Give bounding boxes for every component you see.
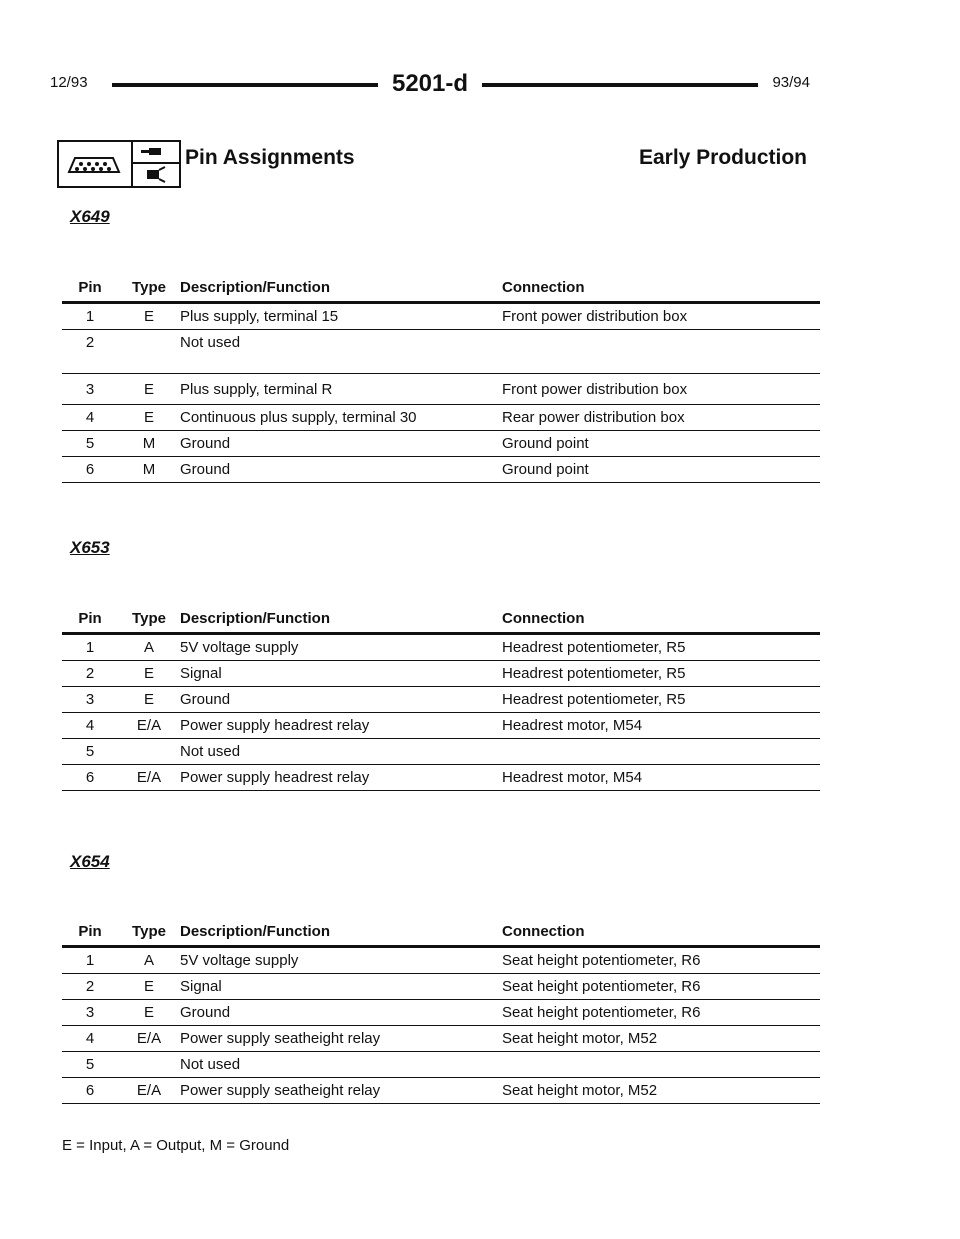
cell-description: Ground — [180, 1000, 502, 1026]
table-row — [62, 947, 820, 974]
cell-pin: 5 — [62, 431, 118, 457]
cell-type: E — [118, 974, 180, 1000]
table-row — [62, 330, 820, 374]
cell-connection: Headrest potentiometer, R5 — [502, 634, 820, 661]
table-row — [62, 1052, 820, 1078]
cell-description: 5V voltage supply — [180, 947, 502, 974]
cell-connection: Seat height potentiometer, R6 — [502, 974, 820, 1000]
cell-pin: 6 — [62, 1078, 118, 1104]
cell-type: E — [118, 687, 180, 713]
cell-pin: 6 — [62, 457, 118, 483]
cell-type: E/A — [118, 1078, 180, 1104]
table-row — [62, 661, 820, 687]
table-row — [62, 1000, 820, 1026]
table-header-row — [62, 607, 820, 634]
cell-description: Not used — [180, 1052, 502, 1078]
cell-connection: Ground point — [502, 431, 820, 457]
page-title: Pin Assignments — [185, 146, 355, 169]
cell-description: Not used — [180, 739, 502, 765]
cell-type: E — [118, 1000, 180, 1026]
col-pin: Pin — [62, 607, 118, 634]
cell-description: Ground — [180, 431, 502, 457]
cell-connection: Headrest motor, M54 — [502, 765, 820, 791]
pin-table-x653 — [62, 607, 820, 791]
col-connection: Connection — [502, 920, 820, 947]
table-header-row — [62, 276, 820, 303]
doc-code-label: 5201-d — [378, 70, 482, 97]
cell-connection — [502, 1052, 820, 1078]
cell-pin: 3 — [62, 1000, 118, 1026]
header-right-date: 93/94 — [772, 74, 810, 91]
cell-type — [118, 739, 180, 765]
col-pin: Pin — [62, 276, 118, 303]
cell-connection: Seat height potentiometer, R6 — [502, 1000, 820, 1026]
cell-description: Continuous plus supply, terminal 30 — [180, 405, 502, 431]
table-row — [62, 687, 820, 713]
connector-symbol — [57, 140, 181, 188]
col-type: Type — [118, 920, 180, 947]
cell-description: Not used — [180, 330, 502, 374]
cell-description: Signal — [180, 974, 502, 1000]
page-header — [50, 70, 810, 98]
cell-type: E — [118, 303, 180, 330]
cell-type: A — [118, 947, 180, 974]
header-left-date: 12/93 — [50, 74, 88, 91]
table-row — [62, 431, 820, 457]
cell-description: Power supply seatheight relay — [180, 1026, 502, 1052]
cell-description: Power supply seatheight relay — [180, 1078, 502, 1104]
cell-pin: 2 — [62, 974, 118, 1000]
page-subtitle: Early Production — [638, 146, 807, 169]
col-type: Type — [118, 276, 180, 303]
cell-pin: 3 — [62, 687, 118, 713]
cell-type — [118, 1052, 180, 1078]
cell-connection — [502, 330, 820, 374]
cell-description: 5V voltage supply — [180, 634, 502, 661]
table-row — [62, 374, 820, 405]
table-header-row — [62, 920, 820, 947]
cell-connection: Front power distribution box — [502, 303, 820, 330]
cell-connection — [502, 739, 820, 765]
cell-pin: 4 — [62, 713, 118, 739]
cell-description: Ground — [180, 687, 502, 713]
cell-type: E/A — [118, 1026, 180, 1052]
col-pin: Pin — [62, 920, 118, 947]
cell-type: E/A — [118, 765, 180, 791]
cell-type: E — [118, 405, 180, 431]
col-connection: Connection — [502, 607, 820, 634]
cell-type: E — [118, 661, 180, 687]
header-doc-code — [50, 70, 810, 98]
col-type: Type — [118, 607, 180, 634]
col-connection: Connection — [502, 276, 820, 303]
cell-pin: 2 — [62, 330, 118, 374]
cell-connection: Seat height motor, M52 — [502, 1078, 820, 1104]
cell-connection: Headrest motor, M54 — [502, 713, 820, 739]
cell-pin: 5 — [62, 739, 118, 765]
cell-connection: Ground point — [502, 457, 820, 483]
section-title-x654: X654 — [70, 852, 110, 871]
cell-type: E — [118, 374, 180, 405]
table-row — [62, 739, 820, 765]
cell-type: E/A — [118, 713, 180, 739]
connector-icon — [59, 142, 129, 186]
cell-connection: Rear power distribution box — [502, 405, 820, 431]
section-title-x649: X649 — [70, 207, 110, 226]
socket-icon — [133, 164, 177, 186]
cell-type: M — [118, 457, 180, 483]
table-row — [62, 457, 820, 483]
cell-description: Ground — [180, 457, 502, 483]
col-description: Description/Function — [180, 607, 502, 634]
cell-connection: Headrest potentiometer, R5 — [502, 661, 820, 687]
table-row — [62, 405, 820, 431]
cell-connection: Seat height motor, M52 — [502, 1026, 820, 1052]
cell-connection: Headrest potentiometer, R5 — [502, 687, 820, 713]
table-row — [62, 1078, 820, 1104]
cell-pin: 4 — [62, 405, 118, 431]
cell-connection: Front power distribution box — [502, 374, 820, 405]
col-description: Description/Function — [180, 276, 502, 303]
cell-pin: 4 — [62, 1026, 118, 1052]
cell-pin: 6 — [62, 765, 118, 791]
type-legend: E = Input, A = Output, M = Ground — [62, 1137, 290, 1154]
cell-description: Signal — [180, 661, 502, 687]
cell-type: M — [118, 431, 180, 457]
section-title-x653: X653 — [70, 538, 110, 557]
cell-description: Plus supply, terminal R — [180, 374, 502, 405]
table-row — [62, 974, 820, 1000]
col-description: Description/Function — [180, 920, 502, 947]
table-row — [62, 634, 820, 661]
cell-connection: Seat height potentiometer, R6 — [502, 947, 820, 974]
cell-description: Power supply headrest relay — [180, 713, 502, 739]
pin-table-x649 — [62, 276, 820, 483]
table-row — [62, 1026, 820, 1052]
cell-pin: 5 — [62, 1052, 118, 1078]
cell-pin: 1 — [62, 303, 118, 330]
pin-icon — [133, 142, 177, 162]
table-row — [62, 303, 820, 330]
pin-table-x654 — [62, 920, 820, 1104]
cell-type — [118, 330, 180, 374]
table-row — [62, 713, 820, 739]
cell-pin: 1 — [62, 634, 118, 661]
cell-pin: 2 — [62, 661, 118, 687]
cell-description: Plus supply, terminal 15 — [180, 303, 502, 330]
table-row — [62, 765, 820, 791]
cell-pin: 3 — [62, 374, 118, 405]
cell-description: Power supply headrest relay — [180, 765, 502, 791]
cell-pin: 1 — [62, 947, 118, 974]
cell-type: A — [118, 634, 180, 661]
